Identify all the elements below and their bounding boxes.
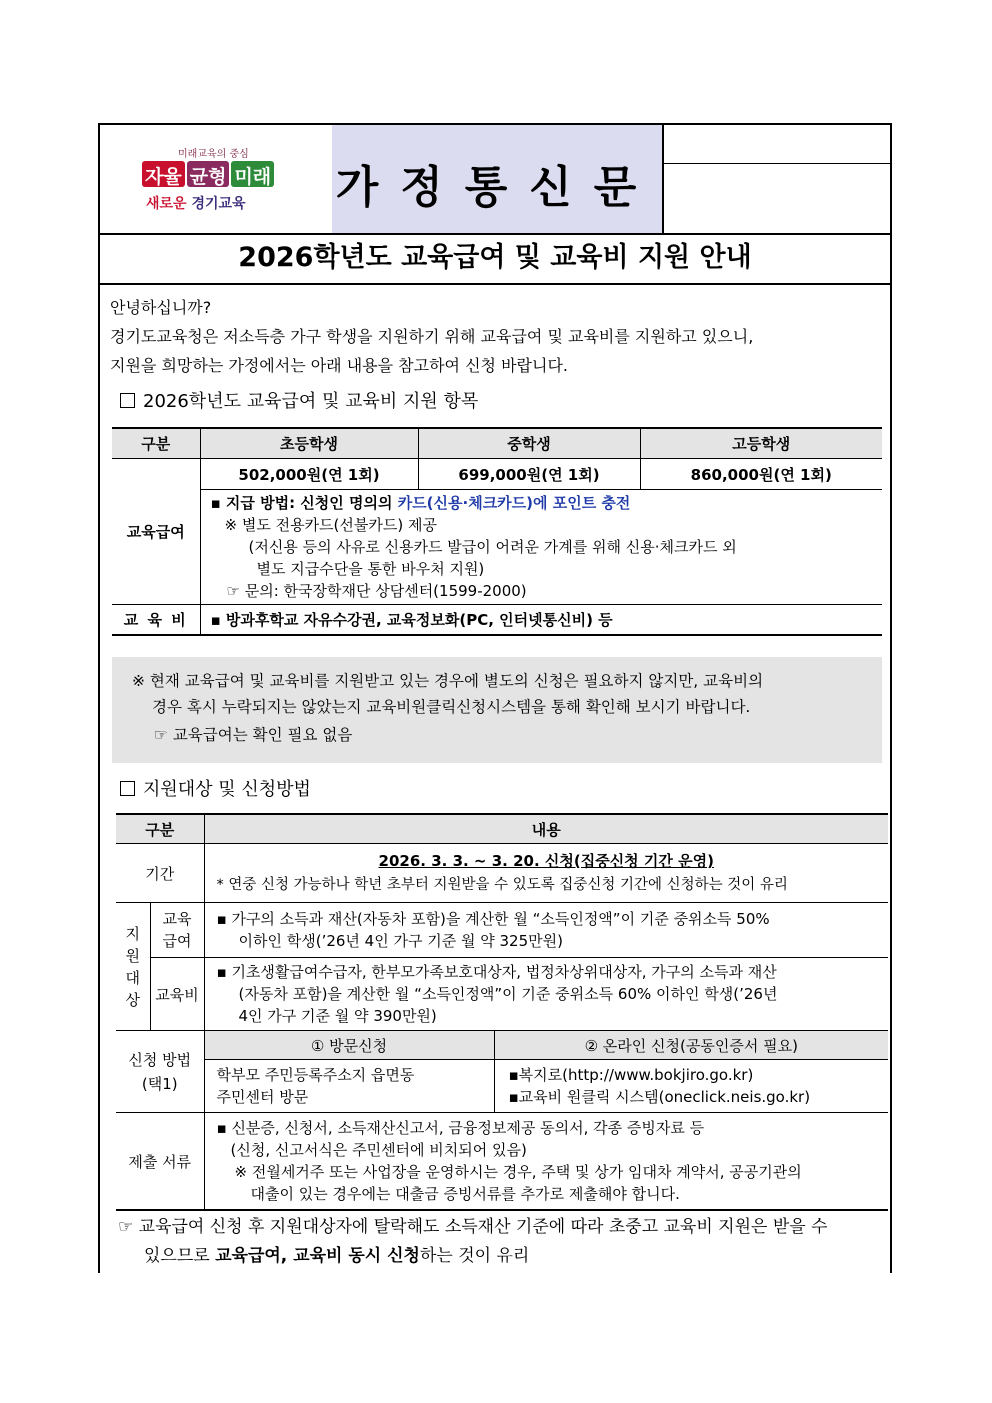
separate-card-line: ※ 별도 전용카드(선불카드) 제공	[224, 516, 437, 534]
visit-text: 학부모 주민등록주소지 읍면동 주민센터 방문	[204, 1060, 494, 1113]
online-text	[494, 1060, 888, 1113]
header-content: 내용	[204, 814, 888, 844]
target-edu-cost-label: 교육비	[150, 958, 204, 1031]
text-line: 이하인 학생(’26년 4인 가구 기준 월 약 325만원)	[238, 932, 563, 950]
text-line: ▪ 기초생활급여수급자, 한부모가족보호대상자, 법정차상위대상자, 가구의 소득과 재산	[216, 963, 777, 981]
eligibility-table	[116, 813, 888, 1211]
gyeonggi-education-logo	[100, 125, 334, 233]
edu-cost-row	[112, 605, 882, 636]
oneclick-link[interactable]: ▪교육비 원클릭 시스템(oneclick.neis.go.kr)	[508, 1088, 811, 1106]
header-middle: 중학생	[418, 428, 640, 459]
text-line: ▪ 가구의 소득과 재산(자동차 포함)을 계산한 월 “소득인정액”이 기준 중위소득 50%	[216, 910, 770, 928]
method-label: 신청 방법 (택1)	[116, 1031, 204, 1113]
section2-title: 지원대상 및 신청방법	[120, 775, 311, 801]
separate-card-detail: 별도 지급수단을 통한 바우처 지원)	[256, 560, 485, 578]
period-row	[116, 844, 888, 903]
period-cell	[204, 844, 888, 903]
target-edu-cost-row	[116, 958, 888, 1031]
amount-middle: 699,000원(연 1회)	[418, 459, 640, 490]
document-header	[100, 125, 890, 235]
bottom-line: ☞ 교육급여 신청 후 지원대상자에 탈락해도 소득재산 기준에 따라 초중고 교육비 지원은 받을 수	[118, 1217, 828, 1237]
bottom-line: 있으므로 교육급여, 교육비 동시 신청하는 것이 유리	[144, 1246, 530, 1266]
documents-row	[116, 1113, 888, 1211]
documents-label: 제출 서류	[116, 1113, 204, 1211]
notice-frame	[98, 123, 892, 1273]
logo-word-autonomy: 자율	[142, 161, 185, 187]
intro-line: 안녕하십니까?	[110, 298, 212, 317]
notice-line: ※ 현재 교육급여 및 교육비를 지원받고 있는 경우에 별도의 신청은 필요하지 않지만, 교육비의	[132, 672, 764, 690]
separate-card-detail: (저신용 등의 사유로 신용카드 발급이 어려운 가계를 위해 신용·체크카드 외	[248, 538, 737, 556]
period-note: * 연중 신청 가능하나 학년 초부터 지원받을 수 있도록 집중신청 기간에 신청하는 것이 유리	[216, 877, 788, 893]
checkbox-icon	[120, 393, 135, 408]
online-header: ② 온라인 신청(공동인증서 필요)	[494, 1031, 888, 1060]
edu-benefit-label: 교육급여	[112, 459, 200, 605]
payment-method-row	[112, 490, 882, 605]
visit-header: ① 방문신청	[204, 1031, 494, 1060]
method-header-row	[116, 1031, 888, 1060]
amount-row	[112, 459, 882, 490]
target-label: 지원대상	[116, 903, 150, 1031]
target-edu-benefit-label: 교육급여	[150, 903, 204, 958]
support-items-table	[112, 427, 882, 636]
inquiry-line: ☞ 문의: 한국장학재단 상담센터(1599-2000)	[226, 582, 527, 600]
header-divider	[662, 163, 890, 164]
logo-word-future: 미래	[231, 161, 274, 187]
text-line: ※ 전월세거주 또는 사업장을 운영하시는 경우, 주택 및 상가 임대차 계약서, 공공기관의	[234, 1163, 802, 1181]
intro-line: 경기도교육청은 저소득층 가구 학생을 지원하기 위해 교육급여 및 교육비를 지원하고 있으니,	[110, 327, 754, 346]
logo-words	[142, 161, 274, 187]
text-line: ▪ 신분증, 신청서, 소득재산신고서, 금융정보제공 동의서, 각종 증빙자료 등	[216, 1119, 705, 1137]
target-edu-benefit-row	[116, 903, 888, 958]
notice-heading: 2026학년도 교육급여 및 교육비 지원 안내	[100, 233, 890, 285]
amount-high: 860,000원(연 1회)	[640, 459, 882, 490]
payment-method-line: ▪ 지급 방법: 신청인 명의의 카드(신용·체크카드)에 포인트 충전	[210, 494, 631, 512]
table-header-row	[112, 428, 882, 459]
notice-line: ☞ 교육급여는 확인 필요 없음	[154, 726, 353, 744]
intro-line: 지원을 희망하는 가정에서는 아래 내용을 참고하여 신청 바랍니다.	[110, 356, 569, 375]
bottom-note	[118, 1213, 888, 1271]
edu-cost-label: 교 육 비	[112, 605, 200, 636]
amount-elementary: 502,000원(연 1회)	[200, 459, 418, 490]
page-title: 가정통신문	[335, 162, 659, 213]
method-content-row	[116, 1060, 888, 1113]
logo-subtitle: 새로운 경기교육	[146, 196, 246, 212]
bokjiro-link[interactable]: ▪복지로(http://www.bokjiro.go.kr)	[508, 1066, 754, 1084]
edu-cost-items: ▪ 방과후학교 자유수강권, 교육정보화(PC, 인터넷통신비) 등	[200, 605, 882, 636]
checkbox-icon	[120, 781, 135, 796]
intro-paragraph	[110, 293, 886, 380]
target-edu-benefit-text	[204, 903, 888, 958]
header-elementary: 초등학생	[200, 428, 418, 459]
text-line: 대출이 있는 경우에는 대출금 증빙서류를 추가로 제출해야 합니다.	[250, 1185, 680, 1203]
period-label: 기간	[116, 844, 204, 903]
notice-box	[112, 657, 882, 763]
header-high: 고등학생	[640, 428, 882, 459]
text-line: 4인 가구 기준 월 약 390만원)	[238, 1007, 437, 1025]
header-category: 구분	[116, 814, 204, 844]
section1-title: 2026학년도 교육급여 및 교육비 지원 항목	[120, 387, 478, 413]
text-line: (자동차 포함)을 계산한 월 “소득인정액”이 기준 중위소득 60% 이하인 학생(’26년	[238, 985, 778, 1003]
payment-method-cell	[200, 490, 882, 605]
documents-text	[204, 1113, 888, 1211]
text-line: (신청, 신고서식은 주민센터에 비치되어 있음)	[230, 1141, 527, 1159]
notice-line: 경우 혹시 누락되지는 않았는지 교육비원클릭신청시스템을 통해 확인해 보시기 바랍니다.	[152, 698, 751, 716]
logo-tagline: 미래교육의 중심	[178, 149, 249, 160]
title-cell	[332, 125, 664, 233]
table-header-row	[116, 814, 888, 844]
period-main: 2026. 3. 3. ~ 3. 20. 신청(집중신청 기간 운영)	[378, 852, 714, 870]
logo-word-balance: 균형	[187, 161, 230, 187]
header-category: 구분	[112, 428, 200, 459]
target-edu-cost-text	[204, 958, 888, 1031]
